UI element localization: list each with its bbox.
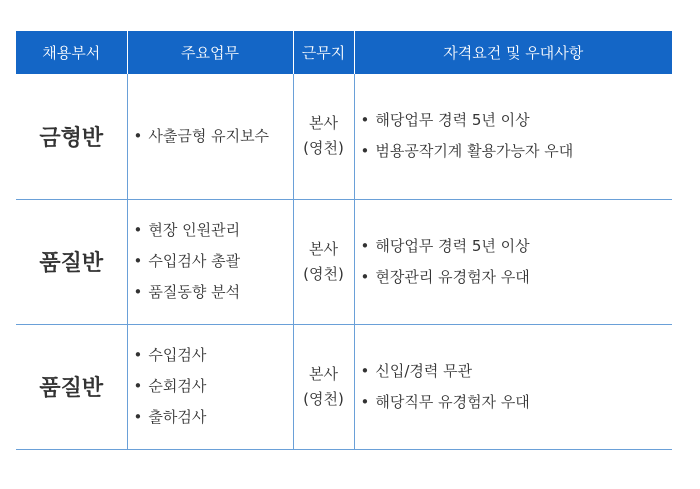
qualification-item: • 현장관리 유경험자 우대	[361, 262, 673, 293]
duties-list	[128, 340, 293, 433]
qualification-item: • 신입/경력 무관	[361, 356, 673, 387]
duties-list	[128, 121, 293, 152]
duties-cell	[127, 324, 293, 449]
qualifications-cell	[354, 324, 672, 449]
qualifications-list	[355, 356, 673, 418]
duty-item: • 현장 인원관리	[134, 215, 293, 246]
table-row	[16, 324, 672, 449]
duty-item: • 품질동향 분석	[134, 277, 293, 308]
duties-cell	[127, 74, 293, 199]
dept-cell: 품질반	[16, 199, 127, 324]
qualification-item: • 해당업무 경력 5년 이상	[361, 105, 673, 136]
duty-item: • 사출금형 유지보수	[134, 121, 293, 152]
location-cell	[293, 74, 354, 199]
table-body	[16, 74, 672, 449]
qualifications-cell	[354, 74, 672, 199]
dept-cell: 품질반	[16, 324, 127, 449]
table-row	[16, 199, 672, 324]
duty-item: • 순회검사	[134, 371, 293, 402]
header-location: 근무지	[293, 31, 354, 74]
qualification-item: • 해당직무 유경험자 우대	[361, 387, 673, 418]
header-duties: 주요업무	[127, 31, 293, 74]
qualifications-list	[355, 105, 673, 167]
qualification-item: • 해당업무 경력 5년 이상	[361, 231, 673, 262]
header-row	[16, 31, 672, 74]
duty-item: • 수입검사 총괄	[134, 246, 293, 277]
location-city: (영천)	[303, 389, 344, 408]
location-city: (영천)	[303, 264, 344, 283]
location-cell	[293, 199, 354, 324]
location-cell	[293, 324, 354, 449]
duty-item: • 수입검사	[134, 340, 293, 371]
qualifications-cell	[354, 199, 672, 324]
location-name: 본사	[309, 239, 338, 258]
qualification-item: • 범용공작기계 활용가능자 우대	[361, 136, 673, 167]
table-header	[16, 31, 672, 74]
recruitment-table-container	[16, 31, 672, 450]
location-name: 본사	[309, 114, 338, 133]
recruitment-table	[16, 31, 672, 450]
header-dept: 채용부서	[16, 31, 127, 74]
dept-cell: 금형반	[16, 74, 127, 199]
location-name: 본사	[309, 364, 338, 383]
header-qualifications: 자격요건 및 우대사항	[354, 31, 672, 74]
table-row	[16, 74, 672, 199]
duties-list	[128, 215, 293, 308]
qualifications-list	[355, 231, 673, 293]
duty-item: • 출하검사	[134, 402, 293, 433]
duties-cell	[127, 199, 293, 324]
location-city: (영천)	[303, 139, 344, 158]
